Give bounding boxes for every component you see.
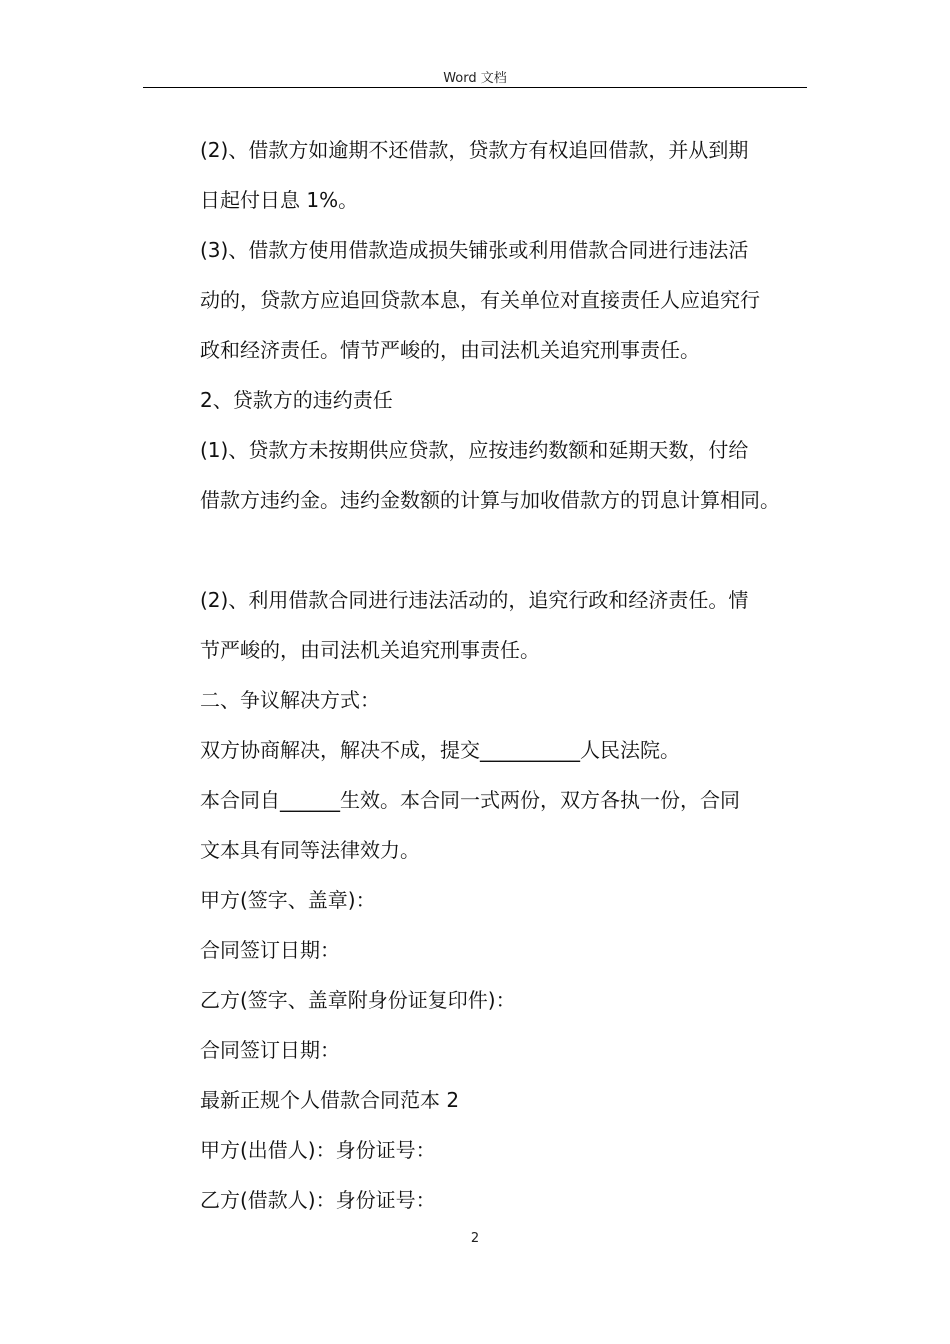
text-line: 最新正规个人借款合同范本 2: [200, 1088, 460, 1112]
text-line: (2)、借款方如逾期不还借款，贷款方有权追回借款，并从到期: [200, 138, 749, 162]
text-line: (2)、利用借款合同进行违法活动的，追究行政和经济责任。情: [200, 588, 749, 612]
text-line: 政和经济责任。情节严峻的，由司法机关追究刑事责任。: [200, 338, 700, 362]
header-divider: [143, 87, 807, 88]
text-line: (3)、借款方使用借款造成损失铺张或利用借款合同进行违法活: [200, 238, 749, 262]
text-line: 本合同自______生效。本合同一式两份，双方各执一份，合同: [200, 788, 740, 812]
section-heading-lender-liability: [178, 375, 818, 425]
paragraph-overdue-penalty: [178, 125, 818, 225]
paragraph-misuse-liability: [178, 225, 818, 375]
text-line: 双方协商解决，解决不成，提交__________人民法院。: [200, 738, 680, 762]
text-line: 节严峻的，由司法机关追究刑事责任。: [200, 638, 540, 662]
header-title: Word 文档: [443, 71, 507, 86]
party-b-sign-date: [178, 1025, 818, 1075]
template-2-title: [178, 1075, 818, 1125]
text-line: 借款方违约金。违约金数额的计算与加收借款方的罚息计算相同。: [200, 488, 780, 512]
paragraph-illegal-activity: [178, 575, 818, 675]
party-a-sign-date: [178, 925, 818, 975]
page-number: 2: [470, 1231, 480, 1246]
text-line: 二、争议解决方式：: [200, 688, 380, 712]
text-line: 动的，贷款方应追回贷款本息，有关单位对直接责任人应追究行: [200, 288, 760, 312]
party-a-signature: [178, 875, 818, 925]
paragraph-lender-late-supply: [178, 425, 818, 525]
text-line: 2、贷款方的违约责任: [200, 388, 393, 412]
lender-id-line: [178, 1125, 818, 1175]
paragraph-dispute-resolution: [178, 725, 818, 775]
text-line: 合同签订日期：: [200, 1038, 340, 1062]
text-line: 乙方(借款人)：身份证号：: [200, 1188, 436, 1212]
text-line: (1)、贷款方未按期供应贷款，应按违约数额和延期天数，付给: [200, 438, 749, 462]
section-heading-dispute: [178, 675, 818, 725]
borrower-id-line: [178, 1175, 818, 1225]
text-line: 甲方(签字、盖章)：: [200, 888, 376, 912]
party-b-signature: [178, 975, 818, 1025]
text-line: 甲方(出借人)：身份证号：: [200, 1138, 436, 1162]
text-line: 日起付日息 1%。: [200, 188, 359, 212]
paragraph-effective-date: [178, 775, 818, 875]
text-line: 合同签订日期：: [200, 938, 340, 962]
text-line: 乙方(签字、盖章附身份证复印件)：: [200, 988, 516, 1012]
text-line: 文本具有同等法律效力。: [200, 838, 420, 862]
